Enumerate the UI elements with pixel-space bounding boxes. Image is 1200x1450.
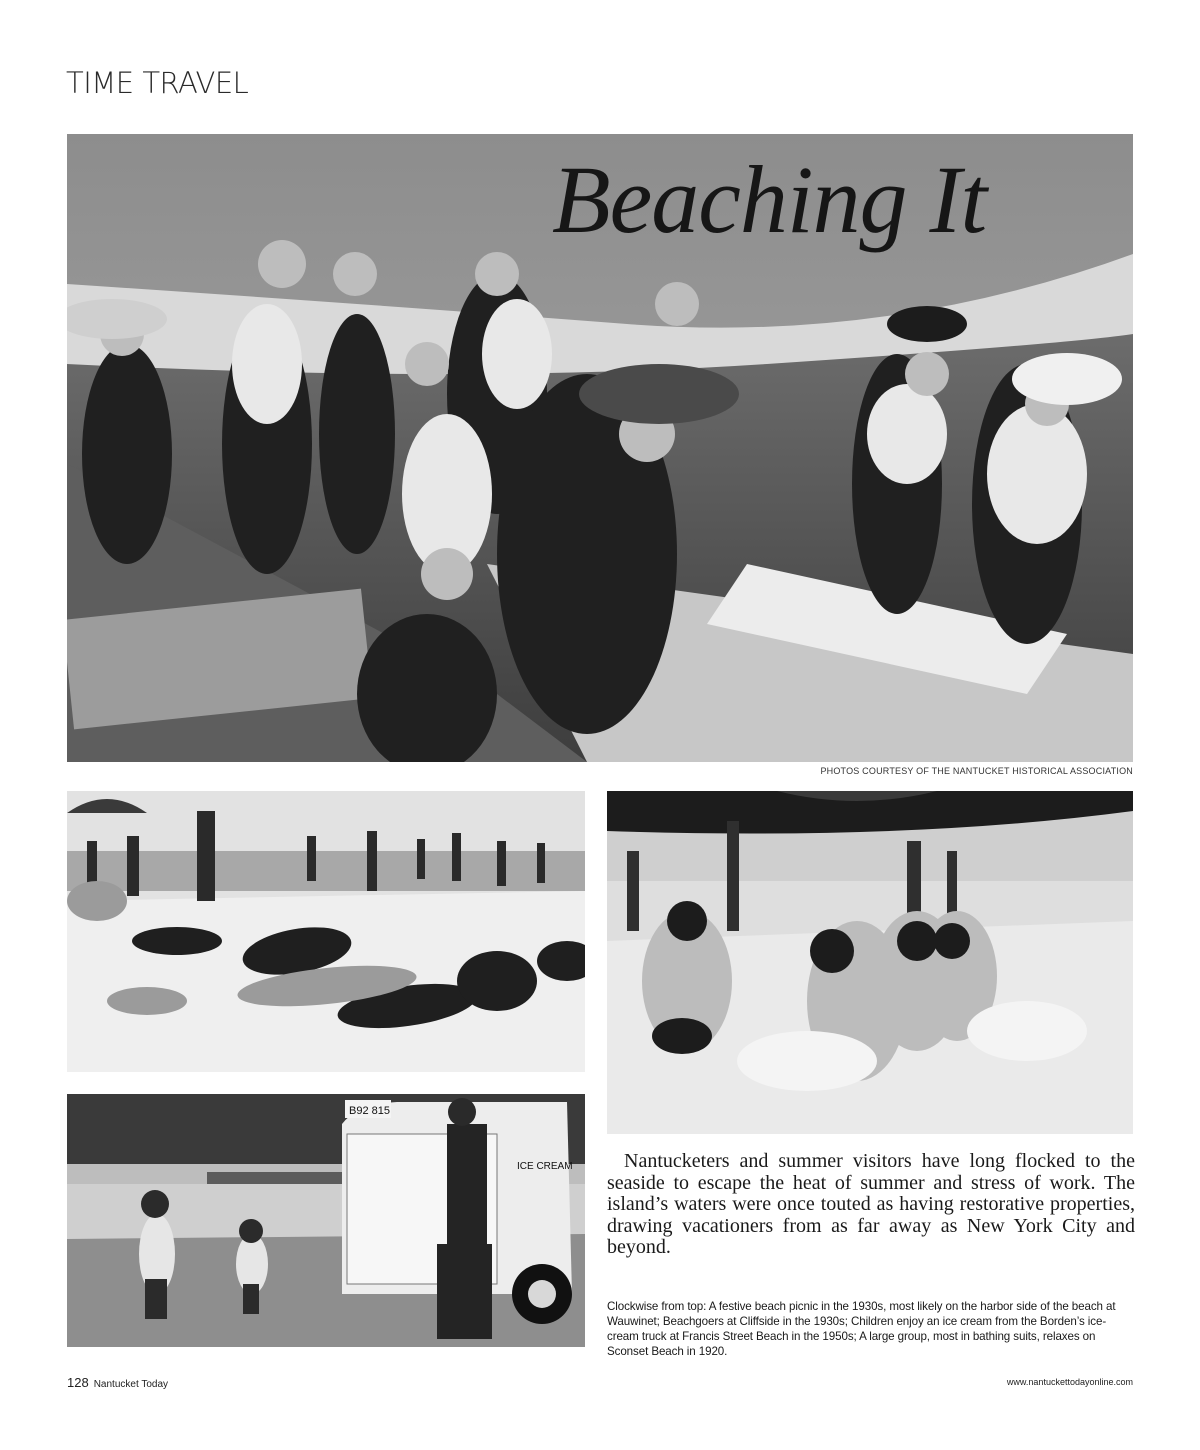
headline: Beaching It (552, 146, 987, 253)
website-url[interactable]: www.nantuckettodayonline.com (1006, 1377, 1133, 1387)
truck-sign: ICE CREAM (517, 1161, 573, 1172)
section-label: TIME TRAVEL (66, 66, 249, 100)
photo-cliffside-beachgoers (67, 791, 585, 1072)
photo-wauwinet-group (607, 791, 1133, 1134)
intro-paragraph: Nantucketers and summer visitors have long flocked to the seaside to escape the heat of summer and stress of work. The island’s waters were once touted as having restorative properties, drawing vacationers from as far away as New York City and beyond. (607, 1150, 1135, 1258)
publication-name: Nantucket Today (93, 1379, 169, 1390)
photo-ice-cream-truck (67, 1094, 585, 1347)
truck-plate: B92 815 (349, 1105, 390, 1117)
page-footer-left (67, 1375, 168, 1390)
page-number: 128 (67, 1375, 89, 1390)
photo-caption: Clockwise from top: A festive beach picnic in the 1930s, most likely on the harbor side of the beach at Wauwinet; Beachgoers at Cliffside in the 1930s; Children enjoy an ice cream from the Borden’s ice-cream truck at Francis Street Beach in the 1950s; A large group, most in bathing suits, relaxes on Sconset Beach in 1920. (607, 1300, 1116, 1358)
photo-credit: PHOTOS COURTESY OF THE NANTUCKET HISTORICAL ASSOCIATION (820, 766, 1133, 776)
